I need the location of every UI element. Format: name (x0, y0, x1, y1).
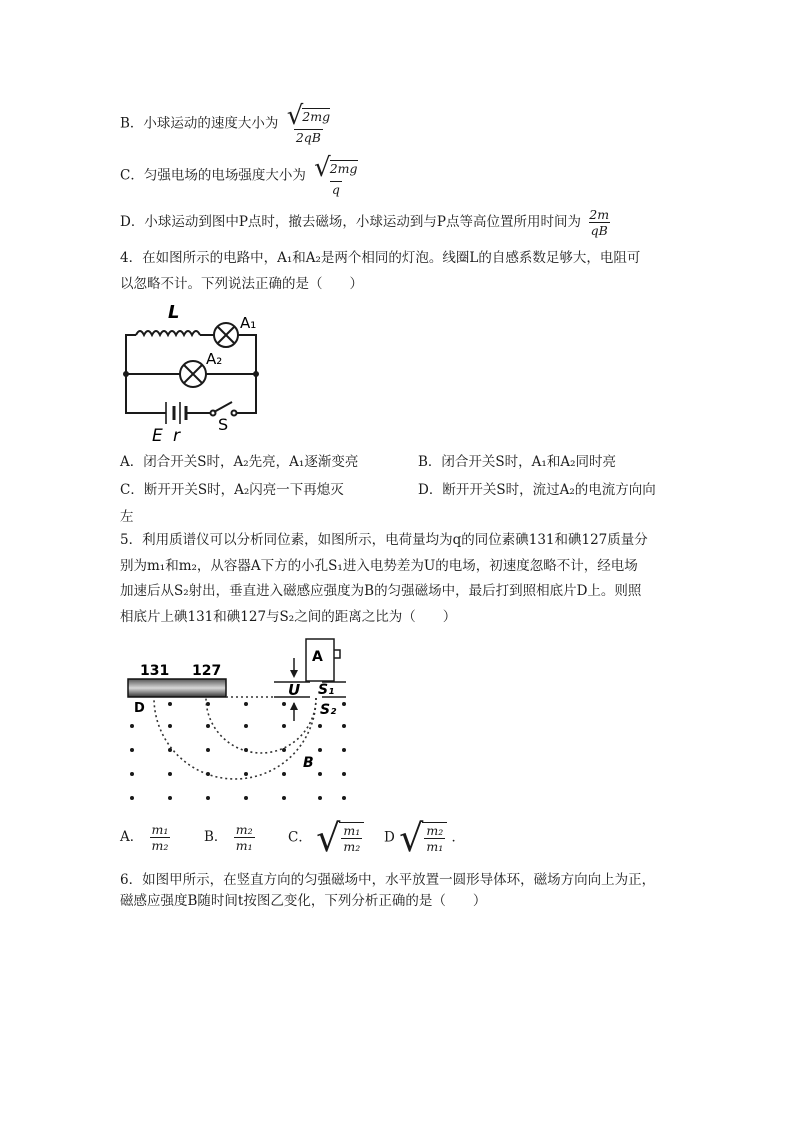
label-127: 127 (192, 663, 222, 679)
q5-option-d: D √ $\frac{\text{m₂}}{\text{m₁}}$ ． (384, 816, 466, 860)
label-a: A (312, 649, 323, 665)
q4-option-b: B．闭合开关S时，A₁和A₂同时亮 (418, 454, 616, 470)
trajectory-iodine-131 (154, 698, 316, 779)
q6-stem-line2: 磁感应强度B随时间t按图乙变化，下列分析正确的是（ ） (120, 893, 487, 909)
q5-stem-line1: 5．利用质谱仪可以分析同位素，如图所示，电荷量均为q的同位素碘131和碘127质量分 (120, 532, 648, 548)
label-u: U (288, 681, 301, 699)
circuit-label-a2: A₂ (206, 350, 223, 368)
q4-circuit-diagram (118, 296, 268, 444)
q4-stem-line2: 以忽略不计。下列说法正确的是（ ） (120, 276, 363, 292)
q5-option-b: B． $\frac{\text{m₂}}{\text{m₁}}$ (204, 822, 253, 853)
q4-option-a: A．闭合开关S时，A₂先亮，A₁逐渐变亮 (120, 454, 359, 470)
q4-stem-line1: 4．在如图所示的电路中，A₁和A₂是两个相同的灯泡。线圈L的自感系数足够大，电阻可 (120, 250, 641, 266)
q3-option-d-fraction: $\frac{2m}{qB}$ (589, 207, 610, 238)
label-d: D (134, 701, 145, 716)
trajectory-iodine-127 (206, 698, 316, 753)
label-b: B (303, 755, 314, 771)
q5-stem-line4: 相底片上碘131和碘127与S₂之间的距离之比为（ ） (120, 609, 457, 625)
q5-stem-line3: 加速后从S₂射出，垂直进入磁感应强度为B的匀强磁场中，最后打到照相底片D上。则照 (120, 583, 642, 599)
q4-option-d: D．断开开关S时，流过A₂的电流方向向 (418, 482, 656, 498)
q5-option-a: A． $\frac{\text{m₁}}{\text{m₂}}$ (120, 822, 169, 853)
label-s1: S₁ (318, 682, 335, 698)
photographic-film (128, 679, 226, 697)
circuit-label-s: S (218, 415, 229, 434)
q5-stem-line2: 别为m₁和m₂，从容器A下方的小孔S₁进入电势差为U的电场，初速度忽略不计，经电场 (120, 558, 638, 574)
circuit-label-a1: A₁ (240, 314, 257, 332)
q6-stem-line1: 6．如图甲所示，在竖直方向的匀强磁场中，水平放置一圆形导体环，磁场方向向上为正， (120, 872, 656, 888)
q5-mass-spectrometer-diagram (124, 636, 354, 808)
label-131: 131 (140, 663, 170, 679)
q3-option-b: B．小球运动的速度大小为 √ 2mg 2qB (120, 101, 331, 145)
q3-option-c: C．匀强电场的电场强度大小为 √ 2mg q (120, 153, 358, 197)
q5-option-c: C． √ $\frac{\text{m₁}}{\text{m₂}}$ (288, 818, 364, 858)
label-s2: S₂ (320, 702, 337, 718)
q4-option-c: C．断开开关S时，A₂闪亮一下再熄灭 (120, 482, 344, 498)
circuit-label-r: r (173, 426, 180, 444)
q4-option-d-continued: 左 (120, 509, 134, 525)
circuit-label-l: L (168, 302, 180, 323)
q3-option-b-fraction: √ 2mg 2qB (286, 101, 331, 145)
circuit-label-e: E (152, 426, 163, 444)
q3-option-c-fraction: √ 2mg q (314, 153, 358, 197)
magnetic-field-dots (130, 702, 346, 800)
q3-option-d: D．小球运动到图中P点时，撤去磁场，小球运动到与P点等高位置所用时间为 $\frac{2m}{qB}$ (120, 207, 610, 238)
